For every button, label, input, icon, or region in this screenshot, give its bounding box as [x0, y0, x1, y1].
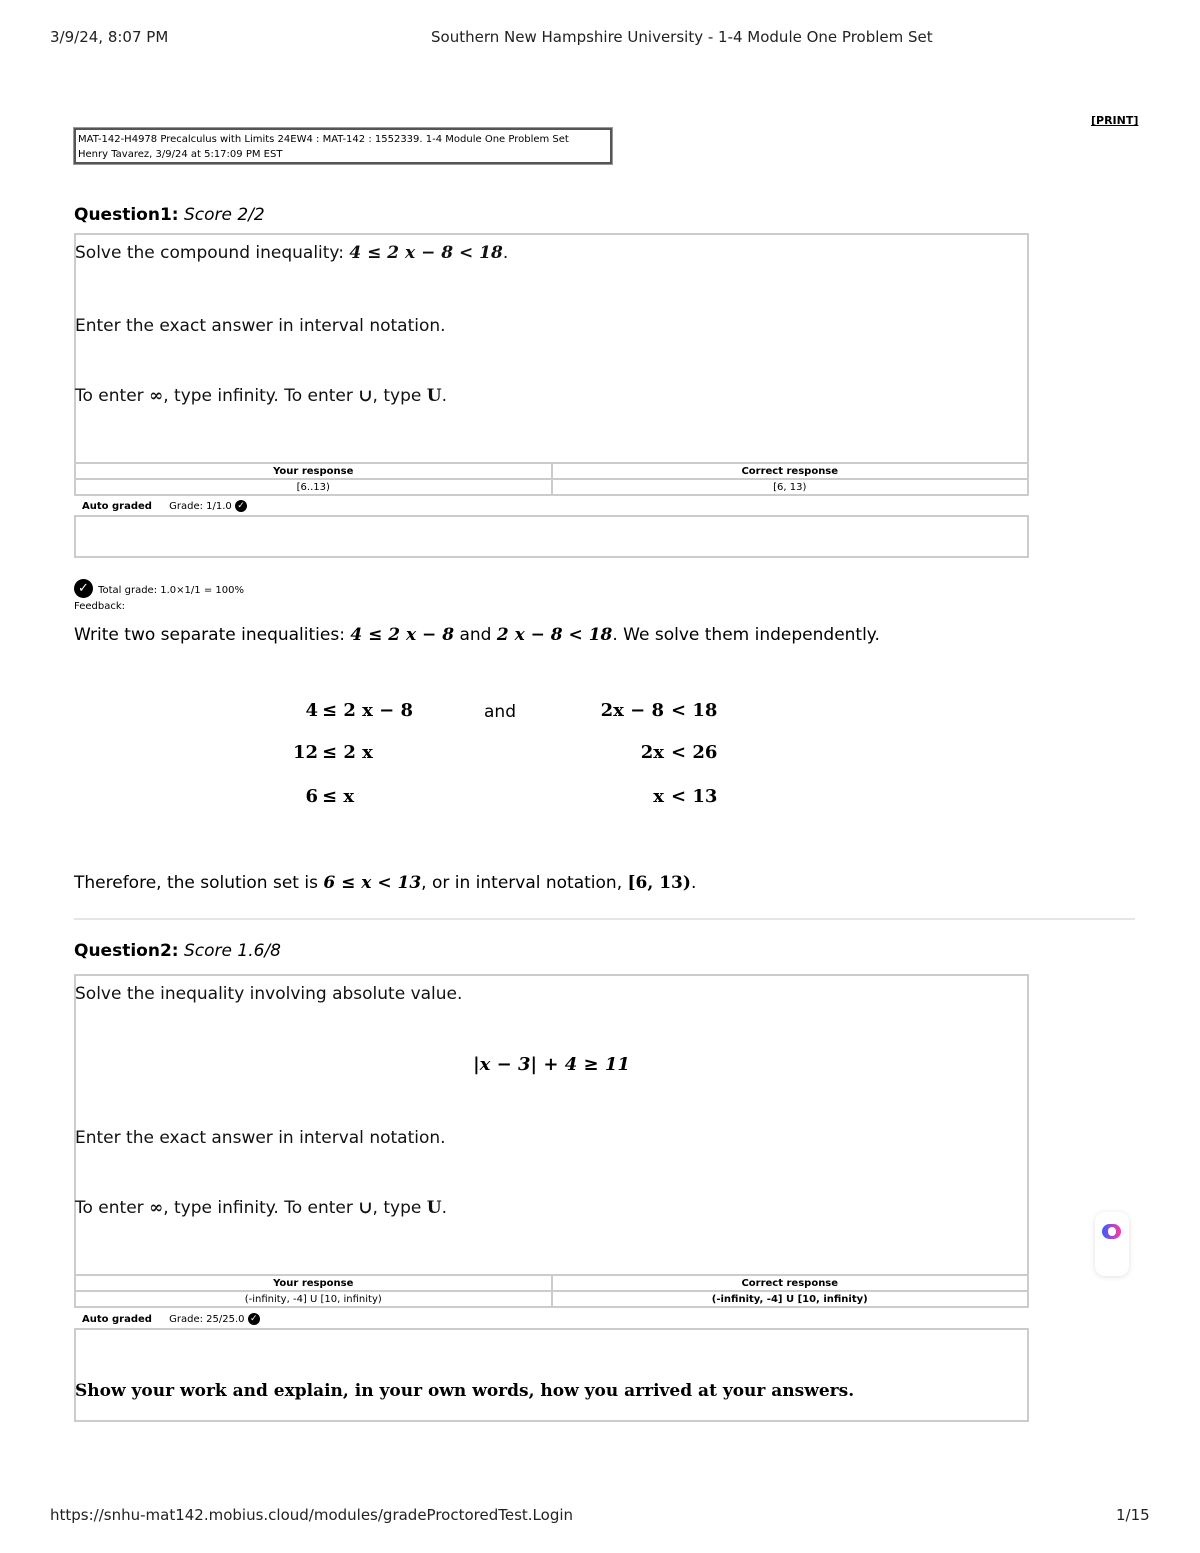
step-right-rhs: < 26 — [671, 742, 718, 763]
hint-text: , type infinity. To enter — [163, 1198, 359, 1218]
hint-text: . — [441, 386, 447, 406]
footer-url: https://snhu-mat142.mobius.cloud/modules/gradeProctoredTest.Login — [50, 1506, 574, 1524]
total-grade-line — [74, 578, 244, 598]
question1-work-box — [74, 515, 1029, 558]
u-letter: U — [426, 1198, 442, 1218]
correct-response-header: Correct response — [552, 463, 1029, 479]
infinity-symbol: ∞ — [149, 1198, 164, 1218]
feedback-text: . — [690, 873, 697, 893]
union-symbol: ∪ — [358, 1198, 373, 1218]
feedback-text: Therefore, the solution set is — [74, 873, 324, 893]
print-datetime: 3/9/24, 8:07 PM — [50, 28, 169, 46]
question2-score: Score 1.6/8 — [183, 941, 281, 961]
hint-text: . — [441, 1198, 447, 1218]
feedback-math: [6, 13) — [627, 873, 691, 893]
question2-grade-line — [82, 1313, 260, 1325]
prompt-math: 4 ≤ 2 x − 8 < 18 — [349, 243, 503, 263]
your-response-header: Your response — [75, 463, 552, 479]
hint-text: , type infinity. To enter — [163, 386, 359, 406]
step-left-lhs: 12 — [292, 742, 318, 763]
question2-work-box — [74, 1328, 1029, 1422]
check-circle-icon: ✓ — [248, 1313, 260, 1325]
correct-response-value: (-infinity, -4] U [10, infinity) — [552, 1291, 1029, 1307]
question2-label: Question2: — [74, 941, 179, 961]
step-right-lhs: x — [653, 786, 664, 807]
step-left-rhs: ≤ 2 x − 8 — [322, 700, 414, 721]
union-symbol: ∪ — [358, 386, 373, 406]
feedback-text: Write two separate inequalities: — [74, 625, 351, 645]
footer-page-number: 1/15 — [1116, 1506, 1150, 1524]
question2-prompt: Solve the inequality involving absolute value. — [75, 984, 463, 1004]
prompt-text: Solve the compound inequality: — [75, 243, 350, 263]
step-left-lhs: 4 — [305, 700, 318, 721]
course-info-box — [74, 128, 612, 164]
and-word: and — [484, 702, 516, 722]
feedback-text: , or in interval notation, — [421, 873, 628, 893]
your-response-value: (-infinity, -4] U [10, infinity) — [75, 1291, 552, 1307]
your-response-header: Your response — [75, 1275, 552, 1291]
correct-response-header: Correct response — [552, 1275, 1029, 1291]
question2-instruction: Enter the exact answer in interval notation. — [75, 1128, 446, 1148]
autograded-label: Auto graded — [82, 1314, 152, 1325]
question2-title — [74, 941, 281, 961]
question2-hint — [75, 1198, 447, 1218]
feedback-math: 6 ≤ x < 13 — [323, 873, 422, 893]
question2-equation: |x − 3| + 4 ≥ 11 — [473, 1054, 630, 1075]
question2-box — [74, 974, 1029, 1276]
step-left-rhs: ≤ 2 x — [322, 742, 373, 763]
work-prompt: Show your work and explain, in your own words, how you arrived at your answers. — [75, 1381, 855, 1401]
step-right-lhs: 2x — [640, 742, 664, 763]
grade-value: Grade: 1/1.0 — [169, 501, 232, 512]
feedback-label: Feedback: — [74, 601, 125, 612]
check-circle-icon: ✓ — [235, 500, 247, 512]
question1-title — [74, 205, 265, 225]
check-circle-icon: ✓ — [74, 579, 93, 598]
course-info-line: MAT-142-H4978 Precalculus with Limits 24EW4 : MAT-142 : 1552339. 1-4 Module One Problem Set — [78, 134, 569, 145]
question1-hint — [75, 386, 447, 406]
correct-response-value: [6, 13) — [552, 479, 1029, 495]
print-link[interactable]: [PRINT] — [1091, 114, 1139, 127]
question2-response-table — [74, 1274, 1029, 1308]
question1-score: Score 2/2 — [183, 205, 265, 225]
prompt-period: . — [502, 243, 509, 263]
step-right-rhs: < 18 — [671, 700, 718, 721]
question-divider — [74, 918, 1135, 920]
step-left-lhs: 6 — [305, 786, 318, 807]
feedback-math: 2 x − 8 < 18 — [496, 625, 613, 645]
feedback-text: and — [454, 625, 497, 645]
assistant-icon — [1102, 1224, 1121, 1239]
question1-label: Question1: — [74, 205, 179, 225]
step-right-rhs: < 13 — [671, 786, 718, 807]
feedback-text: . We solve them independently. — [612, 625, 880, 645]
question1-box — [74, 233, 1029, 464]
question1-response-table — [74, 462, 1029, 496]
hint-text: To enter — [75, 1198, 150, 1218]
floating-assistant-widget[interactable] — [1095, 1212, 1129, 1276]
your-response-value: [6..13) — [75, 479, 552, 495]
autograded-label: Auto graded — [82, 501, 152, 512]
hint-text: , type — [372, 1198, 427, 1218]
feedback-intro — [74, 625, 880, 645]
grade-value: Grade: 25/25.0 — [169, 1314, 245, 1325]
question1-grade-line — [82, 500, 247, 512]
question1-prompt — [75, 243, 508, 263]
total-grade: Total grade: 1.0×1/1 = 100% — [98, 585, 244, 596]
u-letter: U — [426, 386, 442, 406]
student-info-line: Henry Tavarez, 3/9/24 at 5:17:09 PM EST — [78, 149, 283, 160]
step-left-rhs: ≤ x — [322, 786, 355, 807]
infinity-symbol: ∞ — [149, 386, 164, 406]
feedback-math: 4 ≤ 2 x − 8 — [350, 625, 455, 645]
feedback-conclusion — [74, 873, 696, 893]
step-right-lhs: 2x − 8 — [600, 700, 664, 721]
question1-instruction: Enter the exact answer in interval notation. — [75, 316, 446, 336]
hint-text: , type — [372, 386, 427, 406]
hint-text: To enter — [75, 386, 150, 406]
print-page-title: Southern New Hampshire University - 1-4 Module One Problem Set — [431, 28, 933, 46]
